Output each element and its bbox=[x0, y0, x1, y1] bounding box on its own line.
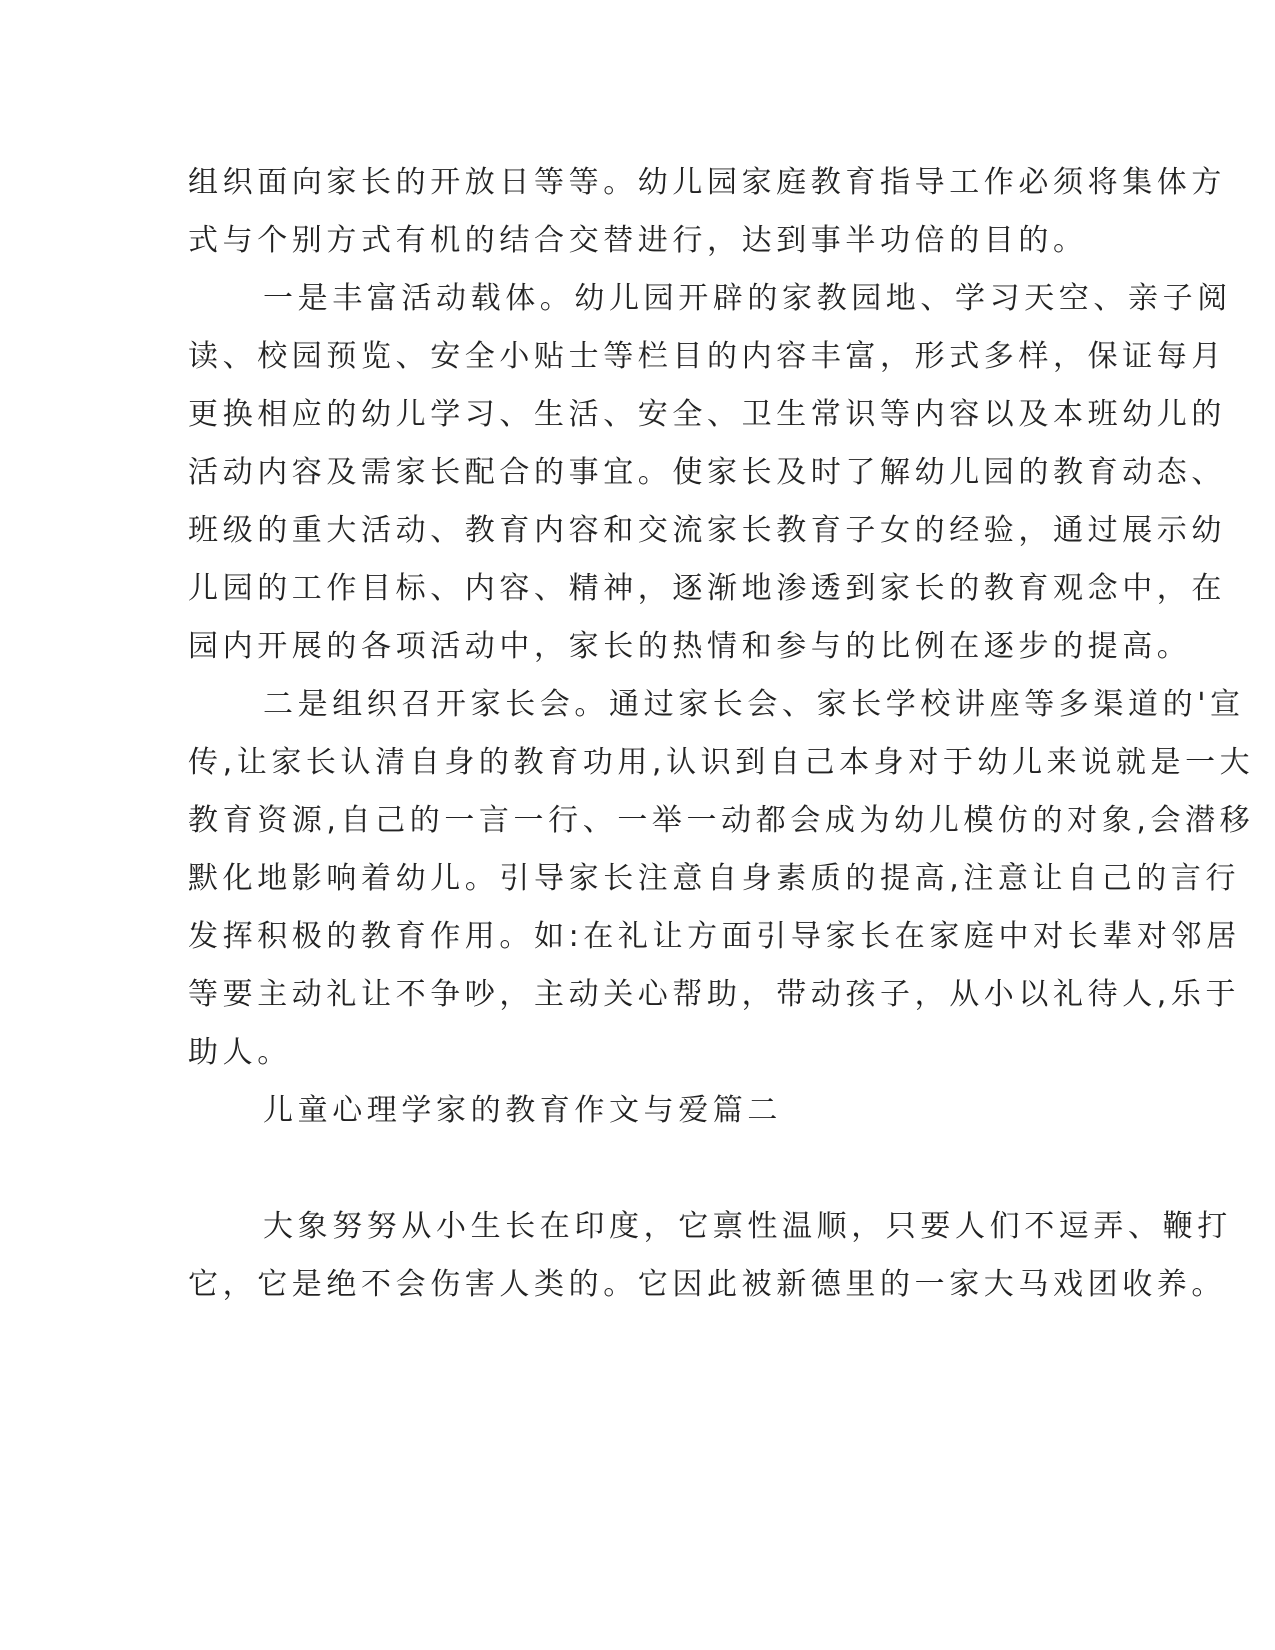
text-line: 式与个别方式有机的结合交替进行，达到事半功倍的目的。 bbox=[188, 223, 1088, 258]
text-line: 更换相应的幼儿学习、生活、安全、卫生常识等内容以及本班幼儿的 bbox=[188, 397, 1226, 432]
text-line: 儿园的工作目标、内容、精神，逐渐地渗透到家长的教育观念中，在 bbox=[188, 571, 1226, 606]
text-line: 读、校园预览、安全小贴士等栏目的内容丰富，形式多样，保证每月 bbox=[188, 339, 1226, 374]
text-line: 等要主动礼让不争吵，主动关心帮助，带动孩子，从小以礼待人,乐于 bbox=[188, 977, 1241, 1012]
paragraph-start-line: 一是丰富活动载体。幼儿园开辟的家教园地、学习天空、亲子阅 bbox=[263, 281, 1232, 316]
text-line: 默化地影响着幼儿。引导家长注意自身素质的提高,注意让自己的言行 bbox=[188, 861, 1241, 896]
section-heading: 儿童心理学家的教育作文与爱篇二 bbox=[263, 1093, 782, 1128]
text-line: 活动内容及需家长配合的事宜。使家长及时了解幼儿园的教育动态、 bbox=[188, 455, 1226, 490]
text-line: 班级的重大活动、教育内容和交流家长教育子女的经验，通过展示幼 bbox=[188, 513, 1226, 548]
text-line: 助人。 bbox=[188, 1035, 292, 1070]
text-line: 它，它是绝不会伤害人类的。它因此被新德里的一家大马戏团收养。 bbox=[188, 1267, 1226, 1302]
text-line: 传,让家长认清自身的教育功用,认识到自己本身对于幼儿来说就是一大 bbox=[188, 745, 1255, 780]
text-line: 园内开展的各项活动中，家长的热情和参与的比例在逐步的提高。 bbox=[188, 629, 1192, 664]
text-line: 发挥积极的教育作用。如:在礼让方面引导家长在家庭中对长辈对邻居 bbox=[188, 919, 1241, 954]
paragraph-start-line: 二是组织召开家长会。通过家长会、家长学校讲座等多渠道的'宣 bbox=[263, 687, 1245, 722]
text-line: 组织面向家长的开放日等等。幼儿园家庭教育指导工作必须将集体方 bbox=[188, 165, 1226, 200]
paragraph-start-line: 大象努努从小生长在印度，它禀性温顺，只要人们不逗弄、鞭打 bbox=[263, 1209, 1232, 1244]
text-line: 教育资源,自己的一言一行、一举一动都会成为幼儿模仿的对象,会潜移 bbox=[188, 803, 1255, 838]
